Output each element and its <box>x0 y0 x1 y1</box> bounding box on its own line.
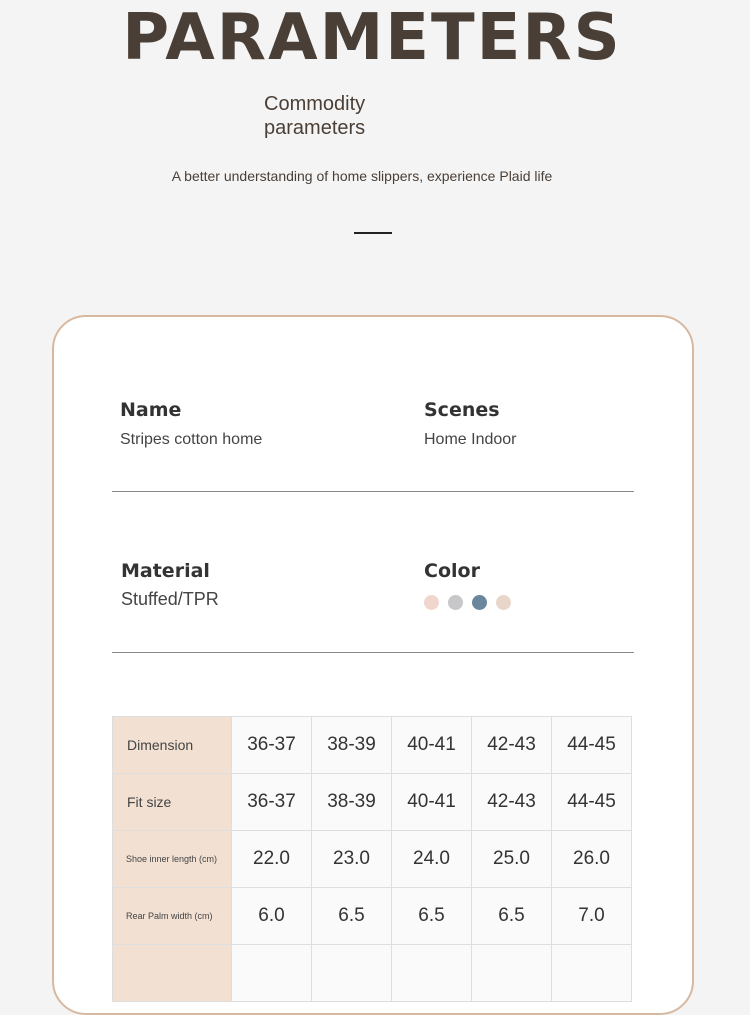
color-swatch-beige[interactable] <box>496 595 511 610</box>
table-cell: 38-39 <box>312 717 392 774</box>
scenes-value: Home Indoor <box>424 431 517 448</box>
table-row <box>113 945 632 1002</box>
row-header-fit-size: Fit size <box>113 774 232 831</box>
row-header-dimension: Dimension <box>113 717 232 774</box>
title-divider <box>354 232 392 234</box>
table-cell: 40-41 <box>392 774 472 831</box>
table-row <box>113 831 632 888</box>
table-cell: 24.0 <box>392 831 472 888</box>
color-swatch-pink[interactable] <box>424 595 439 610</box>
scenes-field <box>424 398 517 450</box>
scenes-label: Scenes <box>424 399 500 421</box>
table-cell: 23.0 <box>312 831 392 888</box>
name-field <box>120 398 262 450</box>
table-cell: 25.0 <box>472 831 552 888</box>
name-value: Stripes cotton home <box>120 431 263 448</box>
table-cell <box>312 945 392 1002</box>
material-value: Stuffed/TPR <box>121 589 219 609</box>
subtitle <box>264 92 444 140</box>
table-cell <box>392 945 472 1002</box>
table-cell: 36-37 <box>232 774 312 831</box>
table-cell: 42-43 <box>472 717 552 774</box>
table-cell: 7.0 <box>552 888 632 945</box>
row-header-empty <box>113 945 232 1002</box>
page-title: PARAMETERS <box>122 1 622 75</box>
table-cell <box>552 945 632 1002</box>
color-label: Color <box>424 560 480 582</box>
table-cell: 6.5 <box>392 888 472 945</box>
color-swatch-blue[interactable] <box>472 595 487 610</box>
table-cell: 26.0 <box>552 831 632 888</box>
table-cell <box>472 945 552 1002</box>
subtitle-line-2: parameters <box>264 117 366 139</box>
material-field <box>121 559 219 609</box>
table-cell: 6.5 <box>312 888 392 945</box>
divider-line-1 <box>112 491 634 492</box>
table-cell: 6.5 <box>472 888 552 945</box>
table-cell <box>232 945 312 1002</box>
table-row <box>113 888 632 945</box>
table-cell: 36-37 <box>232 717 312 774</box>
table-row <box>113 774 632 831</box>
color-swatches <box>424 595 511 610</box>
color-swatch-grey[interactable] <box>448 595 463 610</box>
name-label: Name <box>120 399 182 421</box>
table-cell: 40-41 <box>392 717 472 774</box>
table-cell: 22.0 <box>232 831 312 888</box>
table-cell: 6.0 <box>232 888 312 945</box>
table-cell: 44-45 <box>552 717 632 774</box>
divider-line-2 <box>112 652 634 653</box>
row-header-shoe-inner-length: Shoe inner length (cm) <box>113 831 232 888</box>
table-cell: 42-43 <box>472 774 552 831</box>
material-label: Material <box>121 560 210 582</box>
table-cell: 44-45 <box>552 774 632 831</box>
row-header-rear-palm-width: Rear Palm width (cm) <box>113 888 232 945</box>
color-field <box>424 559 511 610</box>
table-cell: 38-39 <box>312 774 392 831</box>
subtitle-line-1: Commodity <box>264 93 366 115</box>
table-row <box>113 717 632 774</box>
tagline: A better understanding of home slippers, experience Plaid life <box>171 168 553 184</box>
size-table <box>112 716 632 1002</box>
